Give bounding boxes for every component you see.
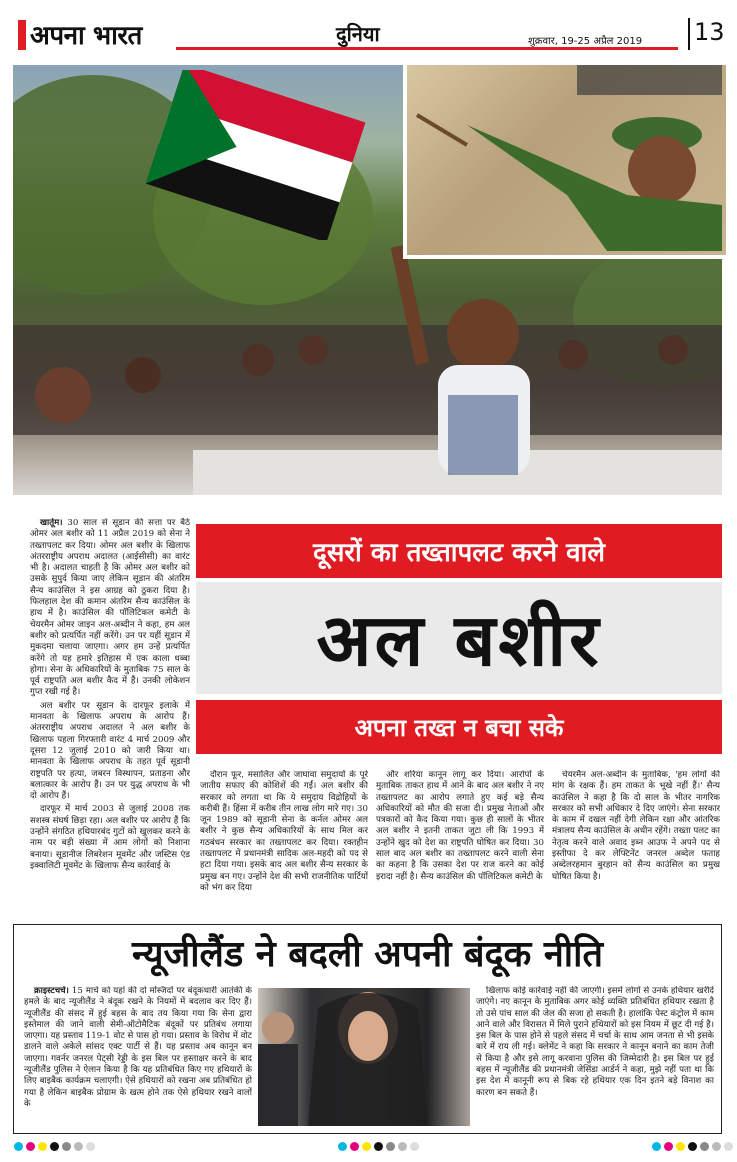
headline-subtitle: अपना तख्त न बचा सके xyxy=(196,700,722,754)
registration-marks-left xyxy=(14,1142,95,1151)
headline-kicker: दूसरों का तख्तापलट करने वाले xyxy=(196,524,722,578)
registration-dot xyxy=(362,1142,371,1151)
ardern-photo-art xyxy=(258,988,470,1126)
registration-dot xyxy=(712,1142,721,1151)
story2-photo-jacinda-ardern xyxy=(258,988,470,1126)
story-paragraph: चेयरमैन अल-अब्दीन के मुताबिक, 'हम लोगों की मांग के रक्षक हैं। हम ताकत के भूखे नहीं हैं।' सैन्य काउंसिल ने कहा है कि दो साल के भीतर नागरिक सरकार को सभी अधिकार दे दिए जाएंगे। सेना सरकार के काम में दखल नहीं देगी लेकिन रक्षा और आंतरिक मंत्रालय सैन्य काउंसिल के अधीन रहेंगे। तख्ता पलट का नेतृत्व करने वाले अवाद इब्न आउफ ने अपने पद से इस्तीफा दे कर लेफ्टिनेंट जनरल अब्देल फताह अब्देलरहमान बुरहान को सैन्य काउंसिल का प्रमुख घोषित किया है। xyxy=(552,770,720,882)
headline-main: अल बशीर xyxy=(196,582,722,694)
registration-dot xyxy=(410,1142,419,1151)
issue-date: शुक्रवार, 19-25 अप्रैल 2019 xyxy=(528,36,643,47)
registration-marks-center xyxy=(338,1142,419,1151)
registration-dot xyxy=(652,1142,661,1151)
section-title: दुनिया xyxy=(336,22,380,46)
registration-dot xyxy=(62,1142,71,1151)
story-body-column-2 xyxy=(200,770,368,902)
registration-dot xyxy=(386,1142,395,1151)
registration-dot xyxy=(86,1142,95,1151)
story-body-column-4 xyxy=(552,770,720,902)
story2-left-column xyxy=(24,986,252,1130)
page-number-separator xyxy=(688,18,690,50)
story-paragraph: और शरिया कानून लागू कर दिया। आरोपों के मुताबिक ताकत हाथ में आने के बाद अल बशीर ने नए तख्तापलट का आरोप लगाते हुए कई बड़े सैन्य अधिकारियों को मौत की सजा दी। प्रमुख नेताओं और पत्रकारों को कैद किया गया। कुछ ही सालों के भीतर अल बशीर ने इतनी ताकत जुटा ली कि 1993 में उन्होंने खुद को देश का राष्ट्रपति घोषित कर दिया। 30 साल बाद अल बशीर का तख्तापलट करने वाली सेना का कहना है कि उसका देश पर राज करने का कोई इरादा नहीं है। सैन्य काउंसिल की पॉलिटिकल कमेटी के xyxy=(376,770,544,882)
header-accent-bar xyxy=(18,20,26,50)
registration-dot xyxy=(724,1142,733,1151)
story2-dateline: क्राइस्टचर्च। xyxy=(34,986,69,996)
inset-photo-al-bashir xyxy=(403,65,726,259)
header-rule xyxy=(176,47,678,50)
story-paragraph: 30 साल से सूडान की सत्ता पर बैठे ओमर अल बशीर को 11 अप्रैल 2019 को सेना ने तख्तापलट कर दिया। ओमर अल बशीर के खिलाफ अंतरराष्ट्रीय अपराध अदालत (आईसीसी) का वारंट भी है। अदालत चाहती है कि ओमर अल बशीर को उसके सुपुर्द किया जाए लेकिन सूडान की अंतरिम सैन्य काउंसिल ने इस आग्रह को ठुकरा दिया है। फिलहाल देश की कमान अंतरिम सैन्य काउंसिल के हाथ में है। काउंसिल की पॉलिटिकल कमेटी के चेयरमैन ओमर जाइन अल-अब्दीन ने कहा, हम अल बशीर को प्रत्यर्पित नहीं करेंगे। उन पर यहीं सूडान में मुकदमा चलाया जाएगा। अगर हम उन्हें प्रत्यर्पित करेंगे तो यह हमारे इतिहास में एक काला धब्बा होगा। सेना के अधिकारियों के मुताबिक 75 साल के पूर्व राष्ट्रपति अल बशीर कैद में हैं। उनकी लोकेशन गुप्त रखी गई है। xyxy=(30,518,190,698)
registration-dot xyxy=(50,1142,59,1151)
story-paragraph: दौरान फूर, मसालित और जाघावा समुदायों के पूरे जातीय सफाए की कोशिशें की गईं। अल बशीर की सरकार को लगता था कि ये समुदाय विद्रोहियों के करीबी हैं। हिंसा में करीब तीन लाख लोग मारे गए। 30 जून 1989 को सूडानी सेना के कर्नल ओमर अल बशीर ने कुछ सैन्य अधिकारियों के साथ मिल कर गठबंधन सरकार का तख्तापलट कर दिया। रक्तहीन तख्तापलट में प्रधानमंत्री सादिक अल-महदी को पद से हटा दिया गया। इसके बाद अल बशीर सैन्य सरकार के प्रमुख बन गए। उन्होंने देश की सभी राजनीतिक पार्टियों को भंग कर दिया xyxy=(200,770,368,893)
page-number: 13 xyxy=(694,18,725,46)
story-body-column-3 xyxy=(376,770,544,902)
registration-dot xyxy=(350,1142,359,1151)
story-paragraph: अल बशीर पर सूडान के दारफूर इलाके में मानवता के खिलाफ अपराध के आरोप हैं। अंतरराष्ट्रीय अपराध अदालत ने अल बशीर के खिलाफ पहला गिरफ्तारी वारंट 4 मार्च 2009 और दूसरा 12 जुलाई 2010 को जारी किया था। मानवता के खिलाफ अपराध के तहत पूर्व सूडानी राष्ट्रपति पर हत्या, जबरन विस्थापन, प्रताड़ना और बलात्कार के आरोप हैं। उन पर युद्ध अपराध के भी दो आरोप हैं। xyxy=(30,700,190,802)
registration-dot xyxy=(676,1142,685,1151)
registration-dot xyxy=(26,1142,35,1151)
registration-dot xyxy=(338,1142,347,1151)
sudan-flag-icon xyxy=(140,70,370,240)
registration-dot xyxy=(374,1142,383,1151)
registration-dot xyxy=(38,1142,47,1151)
al-bashir-photo-art xyxy=(407,65,722,251)
story2-right-column xyxy=(476,986,714,1130)
registration-dot xyxy=(688,1142,697,1151)
registration-dot xyxy=(74,1142,83,1151)
newspaper-brand: अपना भारत xyxy=(30,21,142,51)
registration-dot xyxy=(700,1142,709,1151)
story2-paragraph: खिलाफ कोई कार्रवाई नहीं की जाएगी। इसमें लोगों से उनके हथियार खरीदे जाएंगे। नए कानून के मुताबिक अगर कोई व्यक्ति प्रतिबंधित हथियार रखता है तो उसे पांच साल की जेल की सजा हो सकती है। हालांकि पेस्ट कंट्रोल में काम आने वाले और विरासत में मिले पुराने हथियारों को इस नियम में छूट दी गई है। इस बिल के पास होने से पहले संसद में चर्चा के साथ आम जनता से भी इसके बारे में राय ली गई। क्लेमेंट ने कहा कि सरकार ने कानून बनाने का काम तेजी से किया है और इसे लागू करवाना पुलिस की जिम्मेदारी है। इस बिल पर हुई बहस में न्यूजीलैंड की प्रधानमंत्री जेसिंडा आर्डर्न ने कहा, मुझे नहीं पता था कि इस देश में कानूनी रूप से बिक रहे हथियार एक दिन इतने बड़े विनाश का कारण बन सकते हैं। xyxy=(476,986,714,1098)
registration-dot xyxy=(14,1142,23,1151)
story-dateline: खार्तूम। xyxy=(40,518,63,528)
registration-marks-right xyxy=(652,1142,733,1151)
registration-dot xyxy=(398,1142,407,1151)
story-body-left-column xyxy=(30,518,190,902)
story2-headline: न्यूजीलैंड ने बदली अपनी बंदूक नीति xyxy=(132,934,603,975)
story-paragraph: दारफूर में मार्च 2003 से जुलाई 2008 तक सशस्त्र संघर्ष छिड़ा रहा। अल बशीर पर आरोप हैं कि उन्होंने संगठित हथियारबंद गुटों को खुलकर करने के नाम पर बड़ी संख्या में आम लोगों को निशाना बनाया। सूडानीज लिबरेशन मूवमेंट और जस्टिस एंड इक्वालिटी मूवमेंट के खिलाफ सैन्य कार्रवाई के xyxy=(30,804,190,871)
story2-paragraph: 15 मार्च को यहां की दो मस्जिदों पर बंदूकधारी आतंकी के हमले के बाद न्यूजीलैंड ने बंदूक रखने के नियमों में बदलाव कर दिए हैं। न्यूजीलैंड की संसद में हुई बहस के बाद तय किया गया कि सेना द्वारा इस्तेमाल की जाने वाली सेमी-ऑटोमैटिक बंदूकों पर प्रतिबंध लगाया जाएगा। यह प्रस्ताव 119-1 वोट से पास हो गया। प्रस्ताव के विरोध में वोट डालने वाले अकेले सांसद एक्ट पार्टी से हैं। यह प्रस्ताव अब कानून बन जाएगा। गवर्नर जनरल पेट्सी रेड्डी के इस बिल पर हस्ताक्षर करने के बाद न्यूजीलैंड पुलिस ने ऐलान किया है कि यह प्रतिबंधित किए गए हथियारों के लिए बाइबैक कार्यक्रम चलाएगी। ऐसे हथियारों को रखना अब प्रतिबंधित हो गया है लेकिन बाइबैक प्रोग्राम के खत्म होने तक ऐसे हथियार रखने वालों के xyxy=(24,986,252,1109)
registration-dot xyxy=(664,1142,673,1151)
